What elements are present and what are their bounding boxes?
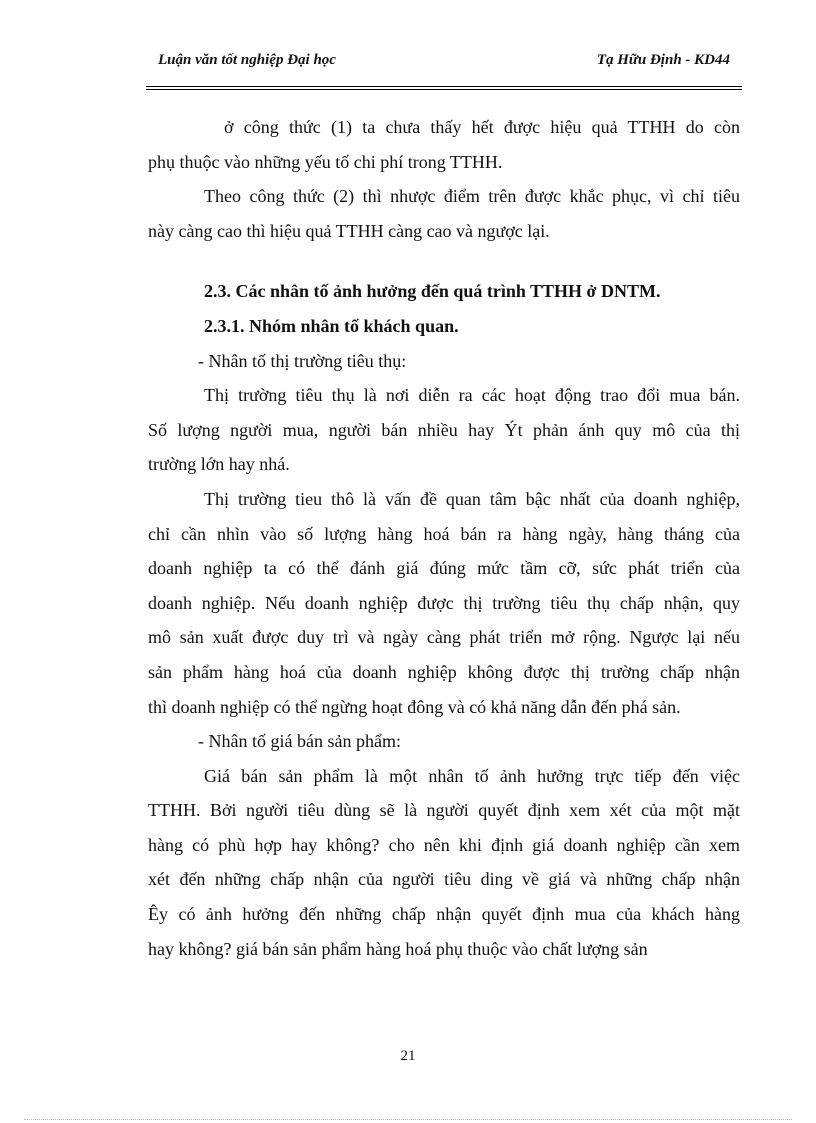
text-line: Thị trường tieu thô là vấn đề quan tâm bậc nhất của doanh nghiệp, [204,488,740,509]
text-line: trường lớn hay nhá. [148,454,290,475]
text-line: này càng cao thì hiệu quả TTHH càng cao và ngược lại. [148,220,550,241]
text-line: chỉ cần nhìn vào số lượng hàng hoá bán ra hàng ngày, hàng tháng của [148,523,740,544]
paragraph-gap [148,248,740,274]
text-line: mô sản xuất được duy trì và ngày càng phát triển mở rộng. Ngược lại nếu [148,627,740,648]
text-line: Theo công thức (2) thì nhược điểm trên được khắc phục, vì chỉ tiêu [204,186,740,207]
page-number: 21 [400,1048,416,1064]
text-line: ở công thức (1) ta chưa thấy hết được hiệu quả TTHH do còn [224,117,740,137]
header-author: Tạ Hữu Định - KD44 [596,52,730,68]
section-heading: 2.3. Các nhân tố ảnh hưởng đến quá trình TTHH ở DNTM. [204,281,661,302]
text-line: doanh nghiệp ta có thể đánh giá đúng mức tầm cỡ, sức phát triển của [148,558,740,579]
text-line: sản phẩm hàng hoá của doanh nghiệp không được thị trường chấp nhận [148,661,740,682]
text-line: hàng có phù hợp hay không? cho nên khi định giá doanh nghiệp cần xem [148,834,740,855]
header-thesis-title: Luận văn tốt nghiệp Đại học [158,52,336,68]
text-line: xét đến những chấp nhận của người tiêu ding về giá và những chấp nhận [148,869,740,890]
text-line: phụ thuộc vào những yếu tố chi phí trong TTHH. [148,151,503,172]
text-line: Số lượng người mua, người bán nhiều hay Ýt phản ánh quy mô của thị [148,419,740,440]
text-line: thì doanh nghiệp có thể ngừng hoạt đông và có khả năng dẫn đến phá sản. [148,696,681,717]
text-line: TTHH. Bởi người tiêu dùng sẽ là người quyết định xem xét của một mặt [148,800,740,821]
text-line: - Nhân tố thị trường tiêu thụ: [198,350,407,371]
page-bottom-rule [24,1119,792,1120]
running-header [146,42,742,90]
body-text [148,110,740,966]
text-line: Giá bán sản phẩm là một nhân tố ảnh hưởng trực tiếp đến việc [204,765,740,786]
text-line: - Nhân tố giá bán sản phẩm: [198,731,401,752]
text-line: doanh nghiệp. Nếu doanh nghiệp được thị trường tiêu thụ chấp nhận, quy [148,592,740,613]
subsection-heading: 2.3.1. Nhóm nhân tố khách quan. [204,315,459,336]
text-line: Êy có ảnh hưởng đến những chấp nhận quyết định mua của khách hàng [148,904,740,925]
text-line: Thị trường tiêu thụ là nơi diễn ra các hoạt động trao đổi mua bán. [204,385,740,406]
text-line: hay không? giá bán sản phẩm hàng hoá phụ thuộc vào chất lượng sản [148,938,648,959]
